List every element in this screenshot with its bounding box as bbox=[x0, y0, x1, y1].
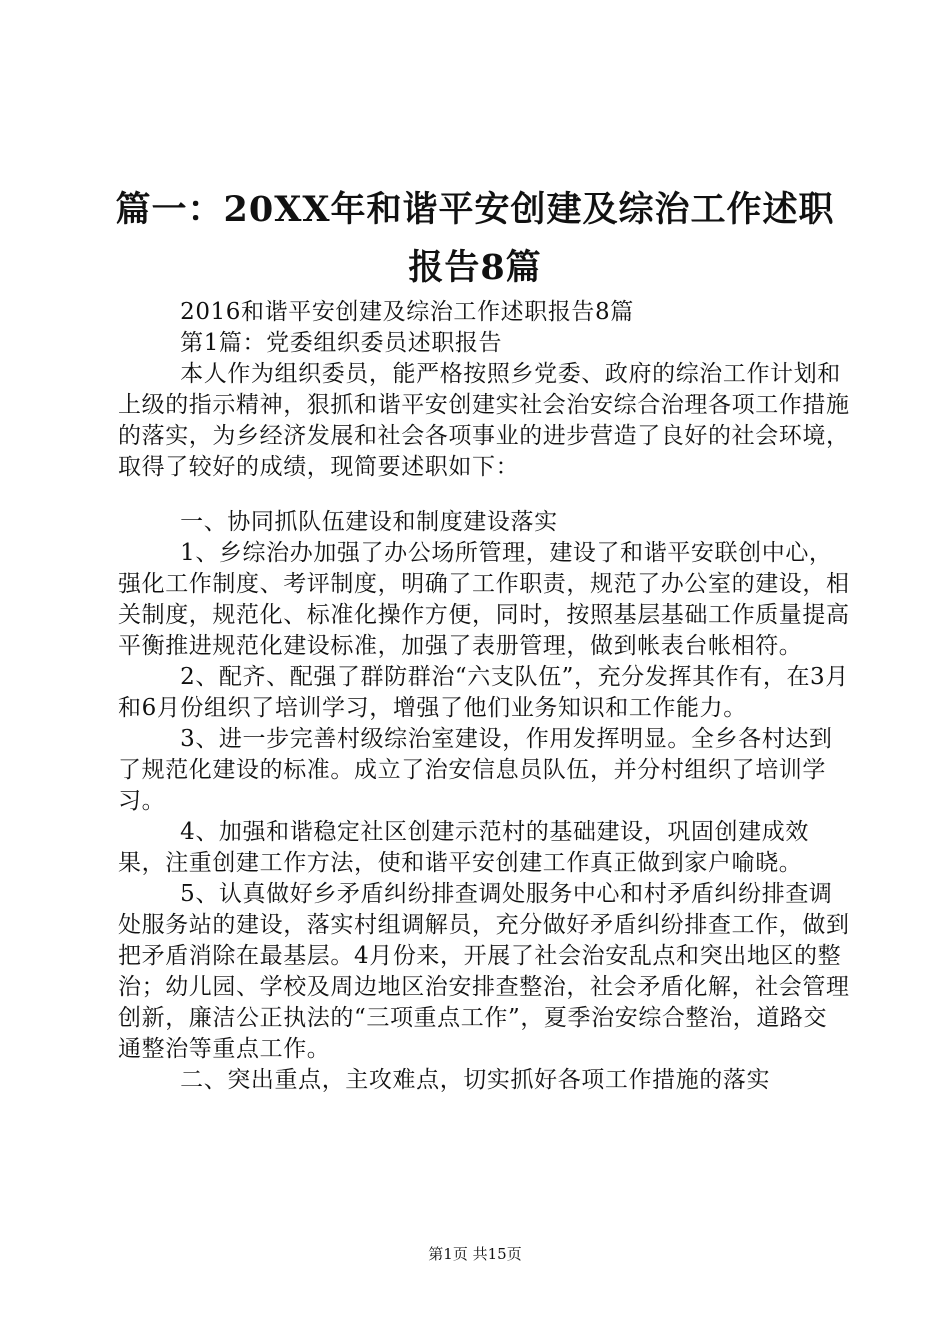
subtitle-paragraph: 2016和谐平安创建及综治工作述职报告8篇 bbox=[180, 299, 634, 325]
document-title-line-2: 报告8篇 bbox=[408, 247, 542, 288]
section-heading: 一、协同抓队伍建设和制度建设落实 bbox=[180, 509, 558, 535]
body-paragraph: 5、认真做好乡矛盾纠纷排查调处服务中心和村矛盾纠纷排查调处服务站的建设，落实村组调解员，充分做好矛盾纠纷排查工作，做到把矛盾消除在最基层。4月份来，开展了社会治安乱点和突出地区的整治；幼儿园、学校及周边地区治安排查整治，社会矛盾化解，社会管理创新，廉洁公正执法的“三项重点工作”，夏季治安综合整治，道路交通整治等重点工作。 bbox=[118, 881, 850, 1062]
section-heading: 第1篇：党委组织委员述职报告 bbox=[180, 330, 503, 356]
body-paragraph: 4、加强和谐稳定社区创建示范村的基础建设，巩固创建成效果，注重创建工作方法，使和谐平安创建工作真正做到家户喻晓。 bbox=[118, 819, 809, 876]
body-paragraph: 3、进一步完善村级综治室建设，作用发挥明显。全乡各村达到了规范化建设的标准。成立了治安信息员队伍，并分村组织了培训学习。 bbox=[118, 726, 833, 814]
document-body bbox=[118, 297, 850, 1096]
document-title-line-1: 篇一：20XX年和谐平安创建及综治工作述职 bbox=[115, 189, 835, 230]
body-paragraph: 本人作为组织委员，能严格按照乡党委、政府的综治工作计划和上级的指示精神，狠抓和谐平安创建实社会治安综合治理各项工作措施的落实，为乡经济发展和社会各项事业的进步营造了良好的社会环境，取得了较好的成绩，现简要述职如下： bbox=[118, 361, 850, 480]
page-number-footer: 第1页 共15页 bbox=[428, 1245, 522, 1263]
body-paragraph: 1、乡综治办加强了办公场所管理，建设了和谐平安联创中心，强化工作制度、考评制度，明确了工作职责，规范了办公室的建设，相关制度，规范化、标准化操作方便，同时，按照基层基础工作质量提高平衡推进规范化建设标准，加强了表册管理，做到帐表台帐相符。 bbox=[118, 540, 850, 659]
body-paragraph: 2、配齐、配强了群防群治“六支队伍”，充分发挥其作有，在3月和6月份组织了培训学习，增强了他们业务知识和工作能力。 bbox=[118, 664, 849, 721]
section-heading: 二、突出重点，主攻难点，切实抓好各项工作措施的落实 bbox=[180, 1067, 771, 1093]
